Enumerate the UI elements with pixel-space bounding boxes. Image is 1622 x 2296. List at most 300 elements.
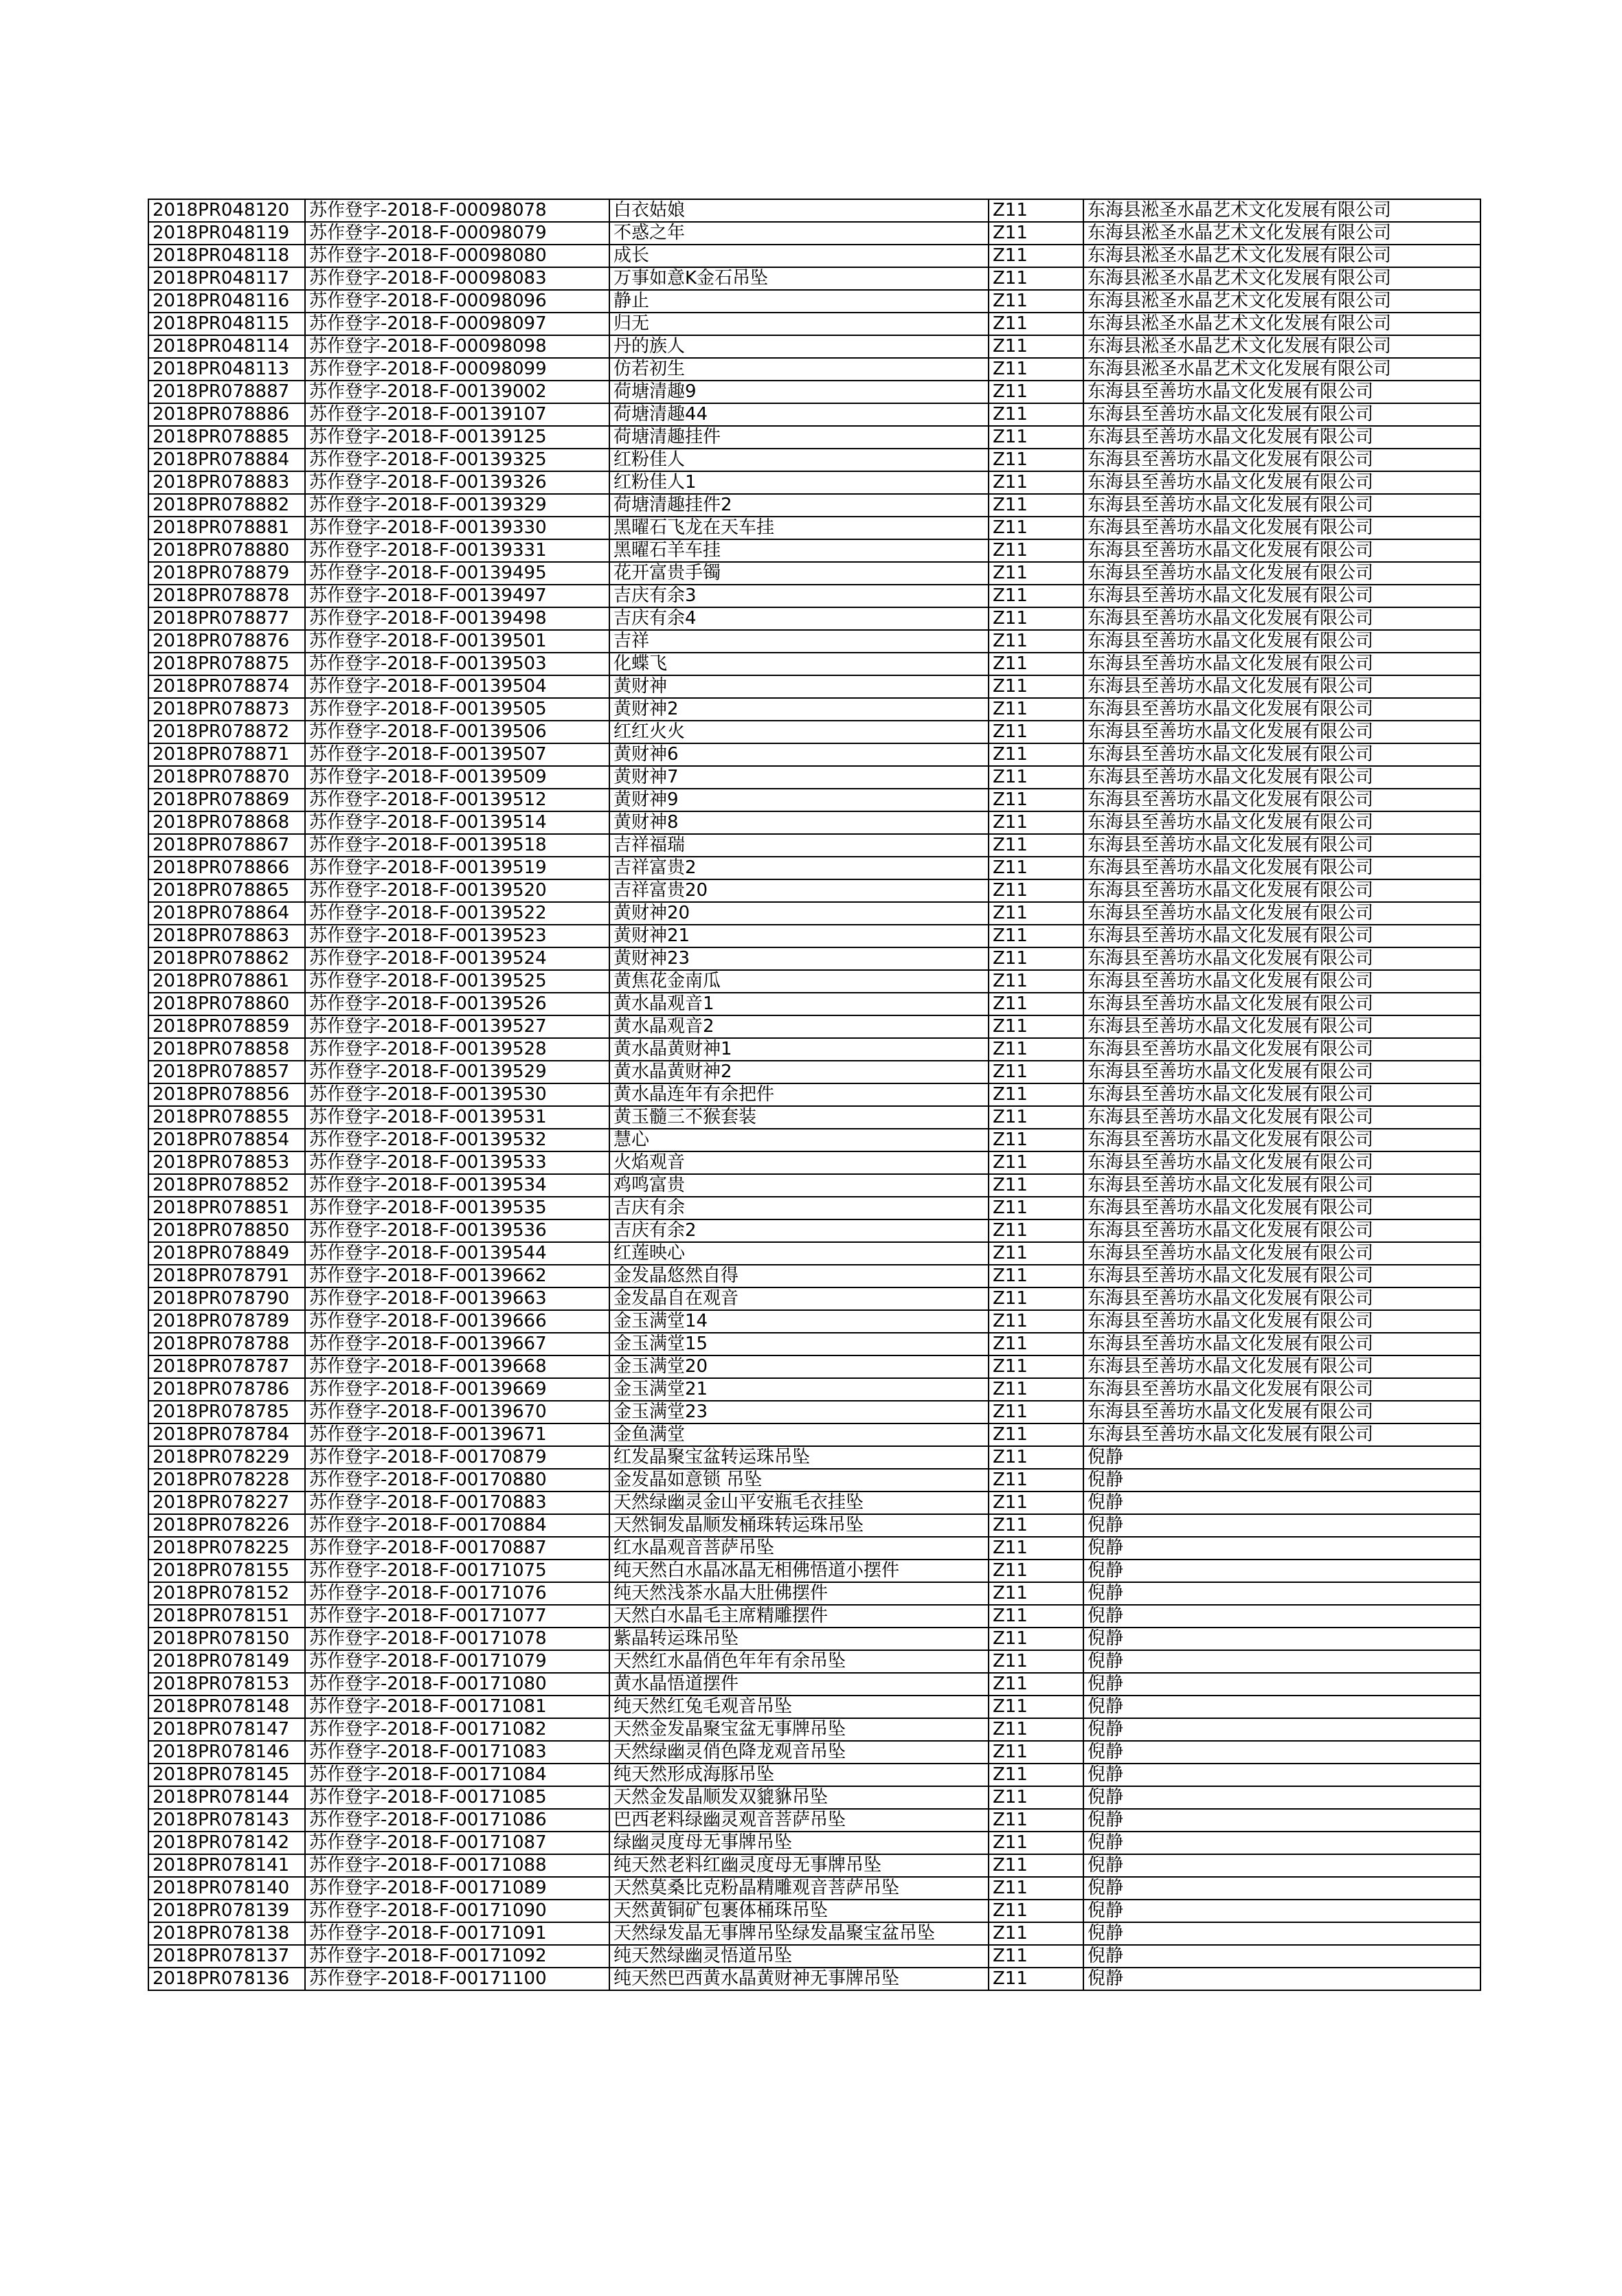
table-row bbox=[148, 1877, 1480, 1900]
record-id-cell: 2018PR078866 bbox=[148, 857, 305, 879]
owner-cell: 倪静 bbox=[1083, 1673, 1480, 1696]
record-id-cell: 2018PR078881 bbox=[148, 517, 305, 539]
category-code-cell: Z11 bbox=[989, 1628, 1083, 1650]
owner-cell: 倪静 bbox=[1083, 1922, 1480, 1945]
category-code-cell: Z11 bbox=[989, 630, 1083, 653]
work-title-cell: 金玉满堂21 bbox=[609, 1378, 989, 1401]
category-code-cell: Z11 bbox=[989, 653, 1083, 675]
registration-number-cell: 苏作登字-2018-F-00171084 bbox=[305, 1764, 609, 1786]
record-id-cell: 2018PR078136 bbox=[148, 1968, 305, 1990]
owner-cell: 东海县至善坊水晶文化发展有限公司 bbox=[1083, 857, 1480, 879]
work-title-cell: 万事如意K金石吊坠 bbox=[609, 267, 989, 290]
registration-number-cell: 苏作登字-2018-F-00171085 bbox=[305, 1786, 609, 1809]
table-row bbox=[148, 199, 1480, 222]
work-title-cell: 黄玉髓三不猴套装 bbox=[609, 1106, 989, 1129]
category-code-cell: Z11 bbox=[989, 1015, 1083, 1038]
record-id-cell: 2018PR078142 bbox=[148, 1832, 305, 1854]
table-row bbox=[148, 789, 1480, 811]
table-row bbox=[148, 562, 1480, 585]
category-code-cell: Z11 bbox=[989, 1922, 1083, 1945]
record-id-cell: 2018PR078860 bbox=[148, 993, 305, 1015]
work-title-cell: 荷塘清趣9 bbox=[609, 381, 989, 403]
registration-number-cell: 苏作登字-2018-F-00139506 bbox=[305, 721, 609, 743]
record-id-cell: 2018PR078853 bbox=[148, 1151, 305, 1174]
category-code-cell: Z11 bbox=[989, 1242, 1083, 1265]
category-code-cell: Z11 bbox=[989, 1355, 1083, 1378]
table-row bbox=[148, 1786, 1480, 1809]
owner-cell: 东海县淞圣水晶艺术文化发展有限公司 bbox=[1083, 245, 1480, 267]
record-id-cell: 2018PR078882 bbox=[148, 494, 305, 517]
work-title-cell: 天然金发晶顺发双貔貅吊坠 bbox=[609, 1786, 989, 1809]
work-title-cell: 纯天然浅茶水晶大肚佛摆件 bbox=[609, 1582, 989, 1605]
owner-cell: 东海县淞圣水晶艺术文化发展有限公司 bbox=[1083, 335, 1480, 358]
work-title-cell: 黄财神21 bbox=[609, 925, 989, 947]
owner-cell: 东海县至善坊水晶文化发展有限公司 bbox=[1083, 1355, 1480, 1378]
registration-number-cell: 苏作登字-2018-F-00139519 bbox=[305, 857, 609, 879]
registration-number-cell: 苏作登字-2018-F-00139667 bbox=[305, 1333, 609, 1355]
category-code-cell: Z11 bbox=[989, 245, 1083, 267]
owner-cell: 东海县至善坊水晶文化发展有限公司 bbox=[1083, 494, 1480, 517]
category-code-cell: Z11 bbox=[989, 1560, 1083, 1582]
registration-number-cell: 苏作登字-2018-F-00139495 bbox=[305, 562, 609, 585]
table-row bbox=[148, 721, 1480, 743]
work-title-cell: 天然绿发晶无事牌吊坠绿发晶聚宝盆吊坠 bbox=[609, 1922, 989, 1945]
owner-cell: 东海县至善坊水晶文化发展有限公司 bbox=[1083, 1083, 1480, 1106]
record-id-cell: 2018PR078871 bbox=[148, 743, 305, 766]
owner-cell: 东海县至善坊水晶文化发展有限公司 bbox=[1083, 721, 1480, 743]
work-title-cell: 吉祥富贵20 bbox=[609, 879, 989, 902]
work-title-cell: 天然红水晶俏色年年有余吊坠 bbox=[609, 1650, 989, 1673]
category-code-cell: Z11 bbox=[989, 426, 1083, 449]
registration-number-cell: 苏作登字-2018-F-00170883 bbox=[305, 1492, 609, 1514]
registration-number-cell: 苏作登字-2018-F-00139002 bbox=[305, 381, 609, 403]
table-row bbox=[148, 267, 1480, 290]
record-id-cell: 2018PR078153 bbox=[148, 1673, 305, 1696]
category-code-cell: Z11 bbox=[989, 1945, 1083, 1968]
record-id-cell: 2018PR078867 bbox=[148, 834, 305, 857]
owner-cell: 东海县至善坊水晶文化发展有限公司 bbox=[1083, 766, 1480, 789]
owner-cell: 倪静 bbox=[1083, 1605, 1480, 1628]
category-code-cell: Z11 bbox=[989, 1582, 1083, 1605]
registration-number-cell: 苏作登字-2018-F-00139331 bbox=[305, 539, 609, 562]
owner-cell: 倪静 bbox=[1083, 1514, 1480, 1537]
table-row bbox=[148, 1106, 1480, 1129]
owner-cell: 倪静 bbox=[1083, 1854, 1480, 1877]
record-id-cell: 2018PR078151 bbox=[148, 1605, 305, 1628]
owner-cell: 倪静 bbox=[1083, 1628, 1480, 1650]
work-title-cell: 天然绿幽灵俏色降龙观音吊坠 bbox=[609, 1741, 989, 1764]
table-row bbox=[148, 1219, 1480, 1242]
owner-cell: 东海县至善坊水晶文化发展有限公司 bbox=[1083, 1423, 1480, 1446]
registration-number-cell: 苏作登字-2018-F-00171087 bbox=[305, 1832, 609, 1854]
table-row bbox=[148, 1968, 1480, 1990]
registration-number-cell: 苏作登字-2018-F-00098079 bbox=[305, 222, 609, 245]
table-row bbox=[148, 947, 1480, 970]
work-title-cell: 黄财神6 bbox=[609, 743, 989, 766]
table-row bbox=[148, 1650, 1480, 1673]
record-id-cell: 2018PR078147 bbox=[148, 1718, 305, 1741]
owner-cell: 东海县至善坊水晶文化发展有限公司 bbox=[1083, 1129, 1480, 1151]
record-id-cell: 2018PR078859 bbox=[148, 1015, 305, 1038]
table-row bbox=[148, 1900, 1480, 1922]
registration-number-cell: 苏作登字-2018-F-00098080 bbox=[305, 245, 609, 267]
owner-cell: 倪静 bbox=[1083, 1696, 1480, 1718]
category-code-cell: Z11 bbox=[989, 1786, 1083, 1809]
table-row bbox=[148, 403, 1480, 426]
category-code-cell: Z11 bbox=[989, 403, 1083, 426]
table-row bbox=[148, 517, 1480, 539]
registration-number-cell: 苏作登字-2018-F-00139498 bbox=[305, 607, 609, 630]
record-id-cell: 2018PR078790 bbox=[148, 1287, 305, 1310]
owner-cell: 东海县至善坊水晶文化发展有限公司 bbox=[1083, 539, 1480, 562]
table-row bbox=[148, 335, 1480, 358]
registration-number-cell: 苏作登字-2018-F-00139497 bbox=[305, 585, 609, 607]
table-row bbox=[148, 857, 1480, 879]
table-row bbox=[148, 834, 1480, 857]
table-row bbox=[148, 925, 1480, 947]
category-code-cell: Z11 bbox=[989, 1832, 1083, 1854]
category-code-cell: Z11 bbox=[989, 789, 1083, 811]
table-row bbox=[148, 1083, 1480, 1106]
registration-table bbox=[148, 199, 1481, 1991]
owner-cell: 东海县至善坊水晶文化发展有限公司 bbox=[1083, 925, 1480, 947]
owner-cell: 倪静 bbox=[1083, 1492, 1480, 1514]
work-title-cell: 吉庆有余3 bbox=[609, 585, 989, 607]
registration-number-cell: 苏作登字-2018-F-00098099 bbox=[305, 358, 609, 381]
category-code-cell: Z11 bbox=[989, 1287, 1083, 1310]
work-title-cell: 天然黄铜矿包裹体桶珠吊坠 bbox=[609, 1900, 989, 1922]
table-row bbox=[148, 1492, 1480, 1514]
category-code-cell: Z11 bbox=[989, 358, 1083, 381]
work-title-cell: 天然绿幽灵金山平安瓶毛衣挂坠 bbox=[609, 1492, 989, 1514]
registration-number-cell: 苏作登字-2018-F-00171100 bbox=[305, 1968, 609, 1990]
category-code-cell: Z11 bbox=[989, 1038, 1083, 1061]
registration-number-cell: 苏作登字-2018-F-00139522 bbox=[305, 902, 609, 925]
category-code-cell: Z11 bbox=[989, 879, 1083, 902]
category-code-cell: Z11 bbox=[989, 925, 1083, 947]
registration-number-cell: 苏作登字-2018-F-00171080 bbox=[305, 1673, 609, 1696]
record-id-cell: 2018PR078883 bbox=[148, 471, 305, 494]
category-code-cell: Z11 bbox=[989, 267, 1083, 290]
registration-number-cell: 苏作登字-2018-F-00171081 bbox=[305, 1696, 609, 1718]
work-title-cell: 吉庆有余 bbox=[609, 1197, 989, 1219]
record-id-cell: 2018PR078870 bbox=[148, 766, 305, 789]
registration-number-cell: 苏作登字-2018-F-00098097 bbox=[305, 313, 609, 335]
registration-number-cell: 苏作登字-2018-F-00139509 bbox=[305, 766, 609, 789]
work-title-cell: 金玉满堂14 bbox=[609, 1310, 989, 1333]
work-title-cell: 黄财神 bbox=[609, 675, 989, 698]
category-code-cell: Z11 bbox=[989, 743, 1083, 766]
owner-cell: 东海县至善坊水晶文化发展有限公司 bbox=[1083, 585, 1480, 607]
table-row bbox=[148, 1605, 1480, 1628]
category-code-cell: Z11 bbox=[989, 1764, 1083, 1786]
owner-cell: 东海县至善坊水晶文化发展有限公司 bbox=[1083, 653, 1480, 675]
registration-number-cell: 苏作登字-2018-F-00139107 bbox=[305, 403, 609, 426]
table-row bbox=[148, 1514, 1480, 1537]
owner-cell: 东海县至善坊水晶文化发展有限公司 bbox=[1083, 947, 1480, 970]
table-row bbox=[148, 1741, 1480, 1764]
registration-number-cell: 苏作登字-2018-F-00139523 bbox=[305, 925, 609, 947]
table-row bbox=[148, 585, 1480, 607]
record-id-cell: 2018PR078849 bbox=[148, 1242, 305, 1265]
owner-cell: 东海县至善坊水晶文化发展有限公司 bbox=[1083, 426, 1480, 449]
record-id-cell: 2018PR078861 bbox=[148, 970, 305, 993]
table-row bbox=[148, 1333, 1480, 1355]
work-title-cell: 吉祥富贵2 bbox=[609, 857, 989, 879]
table-row bbox=[148, 1764, 1480, 1786]
record-id-cell: 2018PR078155 bbox=[148, 1560, 305, 1582]
category-code-cell: Z11 bbox=[989, 766, 1083, 789]
record-id-cell: 2018PR078884 bbox=[148, 449, 305, 471]
category-code-cell: Z11 bbox=[989, 902, 1083, 925]
table-row bbox=[148, 743, 1480, 766]
registration-number-cell: 苏作登字-2018-F-00171077 bbox=[305, 1605, 609, 1628]
table-row bbox=[148, 1265, 1480, 1287]
work-title-cell: 荷塘清趣挂件2 bbox=[609, 494, 989, 517]
record-id-cell: 2018PR048119 bbox=[148, 222, 305, 245]
category-code-cell: Z11 bbox=[989, 721, 1083, 743]
owner-cell: 东海县至善坊水晶文化发展有限公司 bbox=[1083, 1242, 1480, 1265]
record-id-cell: 2018PR078225 bbox=[148, 1537, 305, 1560]
registration-number-cell: 苏作登字-2018-F-00171092 bbox=[305, 1945, 609, 1968]
owner-cell: 倪静 bbox=[1083, 1968, 1480, 1990]
record-id-cell: 2018PR078864 bbox=[148, 902, 305, 925]
record-id-cell: 2018PR078140 bbox=[148, 1877, 305, 1900]
work-title-cell: 纯天然老料红幽灵度母无事牌吊坠 bbox=[609, 1854, 989, 1877]
category-code-cell: Z11 bbox=[989, 675, 1083, 698]
registration-number-cell: 苏作登字-2018-F-00171089 bbox=[305, 1877, 609, 1900]
work-title-cell: 纯天然形成海豚吊坠 bbox=[609, 1764, 989, 1786]
registration-number-cell: 苏作登字-2018-F-00139670 bbox=[305, 1401, 609, 1423]
record-id-cell: 2018PR078880 bbox=[148, 539, 305, 562]
category-code-cell: Z11 bbox=[989, 1514, 1083, 1537]
record-id-cell: 2018PR048114 bbox=[148, 335, 305, 358]
record-id-cell: 2018PR048115 bbox=[148, 313, 305, 335]
work-title-cell: 紫晶转运珠吊坠 bbox=[609, 1628, 989, 1650]
work-title-cell: 成长 bbox=[609, 245, 989, 267]
work-title-cell: 黄水晶悟道摆件 bbox=[609, 1673, 989, 1696]
category-code-cell: Z11 bbox=[989, 1083, 1083, 1106]
category-code-cell: Z11 bbox=[989, 947, 1083, 970]
work-title-cell: 红水晶观音菩萨吊坠 bbox=[609, 1537, 989, 1560]
registration-number-cell: 苏作登字-2018-F-00139526 bbox=[305, 993, 609, 1015]
table-row bbox=[148, 970, 1480, 993]
owner-cell: 东海县至善坊水晶文化发展有限公司 bbox=[1083, 675, 1480, 698]
work-title-cell: 黄水晶连年有余把件 bbox=[609, 1083, 989, 1106]
record-id-cell: 2018PR078858 bbox=[148, 1038, 305, 1061]
registration-number-cell: 苏作登字-2018-F-00139534 bbox=[305, 1174, 609, 1197]
owner-cell: 倪静 bbox=[1083, 1786, 1480, 1809]
work-title-cell: 黄水晶观音2 bbox=[609, 1015, 989, 1038]
table-row bbox=[148, 1174, 1480, 1197]
work-title-cell: 金发晶悠然自得 bbox=[609, 1265, 989, 1287]
work-title-cell: 红红火火 bbox=[609, 721, 989, 743]
work-title-cell: 荷塘清趣44 bbox=[609, 403, 989, 426]
category-code-cell: Z11 bbox=[989, 1605, 1083, 1628]
record-id-cell: 2018PR078789 bbox=[148, 1310, 305, 1333]
category-code-cell: Z11 bbox=[989, 313, 1083, 335]
category-code-cell: Z11 bbox=[989, 834, 1083, 857]
record-id-cell: 2018PR078148 bbox=[148, 1696, 305, 1718]
table-row bbox=[148, 539, 1480, 562]
work-title-cell: 化蝶飞 bbox=[609, 653, 989, 675]
owner-cell: 东海县至善坊水晶文化发展有限公司 bbox=[1083, 449, 1480, 471]
registration-number-cell: 苏作登字-2018-F-00139512 bbox=[305, 789, 609, 811]
owner-cell: 东海县至善坊水晶文化发展有限公司 bbox=[1083, 607, 1480, 630]
work-title-cell: 巴西老料绿幽灵观音菩萨吊坠 bbox=[609, 1809, 989, 1832]
table-row bbox=[148, 1061, 1480, 1083]
registration-number-cell: 苏作登字-2018-F-00171078 bbox=[305, 1628, 609, 1650]
owner-cell: 东海县至善坊水晶文化发展有限公司 bbox=[1083, 471, 1480, 494]
category-code-cell: Z11 bbox=[989, 494, 1083, 517]
work-title-cell: 鸡鸣富贵 bbox=[609, 1174, 989, 1197]
category-code-cell: Z11 bbox=[989, 1129, 1083, 1151]
owner-cell: 东海县淞圣水晶艺术文化发展有限公司 bbox=[1083, 199, 1480, 222]
registration-number-cell: 苏作登字-2018-F-00139669 bbox=[305, 1378, 609, 1401]
registration-number-cell: 苏作登字-2018-F-00139544 bbox=[305, 1242, 609, 1265]
table-row bbox=[148, 1287, 1480, 1310]
work-title-cell: 金玉满堂23 bbox=[609, 1401, 989, 1423]
registration-number-cell: 苏作登字-2018-F-00139501 bbox=[305, 630, 609, 653]
category-code-cell: Z11 bbox=[989, 381, 1083, 403]
category-code-cell: Z11 bbox=[989, 1900, 1083, 1922]
registration-number-cell: 苏作登字-2018-F-00171082 bbox=[305, 1718, 609, 1741]
work-title-cell: 吉庆有余2 bbox=[609, 1219, 989, 1242]
registration-number-cell: 苏作登字-2018-F-00170887 bbox=[305, 1537, 609, 1560]
category-code-cell: Z11 bbox=[989, 1469, 1083, 1492]
record-id-cell: 2018PR078791 bbox=[148, 1265, 305, 1287]
record-id-cell: 2018PR078229 bbox=[148, 1446, 305, 1469]
record-id-cell: 2018PR078228 bbox=[148, 1469, 305, 1492]
record-id-cell: 2018PR078145 bbox=[148, 1764, 305, 1786]
category-code-cell: Z11 bbox=[989, 1673, 1083, 1696]
table-row bbox=[148, 1151, 1480, 1174]
owner-cell: 东海县淞圣水晶艺术文化发展有限公司 bbox=[1083, 222, 1480, 245]
work-title-cell: 不惑之年 bbox=[609, 222, 989, 245]
registration-number-cell: 苏作登字-2018-F-00139530 bbox=[305, 1083, 609, 1106]
registration-number-cell: 苏作登字-2018-F-00139507 bbox=[305, 743, 609, 766]
owner-cell: 东海县淞圣水晶艺术文化发展有限公司 bbox=[1083, 267, 1480, 290]
work-title-cell: 黑曜石飞龙在天车挂 bbox=[609, 517, 989, 539]
registration-number-cell: 苏作登字-2018-F-00171079 bbox=[305, 1650, 609, 1673]
table-row bbox=[148, 1355, 1480, 1378]
table-row bbox=[148, 1129, 1480, 1151]
registration-number-cell: 苏作登字-2018-F-00171086 bbox=[305, 1809, 609, 1832]
record-id-cell: 2018PR078788 bbox=[148, 1333, 305, 1355]
category-code-cell: Z11 bbox=[989, 562, 1083, 585]
table-row bbox=[148, 1469, 1480, 1492]
category-code-cell: Z11 bbox=[989, 1741, 1083, 1764]
owner-cell: 倪静 bbox=[1083, 1900, 1480, 1922]
record-id-cell: 2018PR048113 bbox=[148, 358, 305, 381]
work-title-cell: 红发晶聚宝盆转运珠吊坠 bbox=[609, 1446, 989, 1469]
table-row bbox=[148, 1809, 1480, 1832]
category-code-cell: Z11 bbox=[989, 1333, 1083, 1355]
table-row bbox=[148, 1310, 1480, 1333]
table-row bbox=[148, 1922, 1480, 1945]
table-row bbox=[148, 1854, 1480, 1877]
registration-number-cell: 苏作登字-2018-F-00171090 bbox=[305, 1900, 609, 1922]
record-id-cell: 2018PR078855 bbox=[148, 1106, 305, 1129]
work-title-cell: 静止 bbox=[609, 290, 989, 313]
table-row bbox=[148, 245, 1480, 267]
owner-cell: 东海县至善坊水晶文化发展有限公司 bbox=[1083, 811, 1480, 834]
record-id-cell: 2018PR078141 bbox=[148, 1854, 305, 1877]
record-id-cell: 2018PR078878 bbox=[148, 585, 305, 607]
registration-number-cell: 苏作登字-2018-F-00139525 bbox=[305, 970, 609, 993]
registration-number-cell: 苏作登字-2018-F-00139531 bbox=[305, 1106, 609, 1129]
record-id-cell: 2018PR048120 bbox=[148, 199, 305, 222]
table-row bbox=[148, 1560, 1480, 1582]
category-code-cell: Z11 bbox=[989, 1854, 1083, 1877]
category-code-cell: Z11 bbox=[989, 585, 1083, 607]
registration-number-cell: 苏作登字-2018-F-00171088 bbox=[305, 1854, 609, 1877]
record-id-cell: 2018PR078887 bbox=[148, 381, 305, 403]
owner-cell: 东海县至善坊水晶文化发展有限公司 bbox=[1083, 1015, 1480, 1038]
owner-cell: 倪静 bbox=[1083, 1877, 1480, 1900]
registration-number-cell: 苏作登字-2018-F-00139666 bbox=[305, 1310, 609, 1333]
work-title-cell: 黄水晶黄财神1 bbox=[609, 1038, 989, 1061]
record-id-cell: 2018PR078149 bbox=[148, 1650, 305, 1673]
record-id-cell: 2018PR078146 bbox=[148, 1741, 305, 1764]
work-title-cell: 黄水晶黄财神2 bbox=[609, 1061, 989, 1083]
registration-number-cell: 苏作登字-2018-F-00139529 bbox=[305, 1061, 609, 1083]
work-title-cell: 仿若初生 bbox=[609, 358, 989, 381]
owner-cell: 倪静 bbox=[1083, 1537, 1480, 1560]
table-body bbox=[148, 199, 1480, 1990]
owner-cell: 东海县至善坊水晶文化发展有限公司 bbox=[1083, 1310, 1480, 1333]
owner-cell: 东海县至善坊水晶文化发展有限公司 bbox=[1083, 381, 1480, 403]
table-row bbox=[148, 1696, 1480, 1718]
table-row bbox=[148, 993, 1480, 1015]
record-id-cell: 2018PR078885 bbox=[148, 426, 305, 449]
table-row bbox=[148, 902, 1480, 925]
registration-number-cell: 苏作登字-2018-F-00139505 bbox=[305, 698, 609, 721]
work-title-cell: 丹的族人 bbox=[609, 335, 989, 358]
owner-cell: 倪静 bbox=[1083, 1650, 1480, 1673]
table-row bbox=[148, 1015, 1480, 1038]
owner-cell: 东海县至善坊水晶文化发展有限公司 bbox=[1083, 1287, 1480, 1310]
work-title-cell: 金发晶自在观音 bbox=[609, 1287, 989, 1310]
work-title-cell: 金玉满堂20 bbox=[609, 1355, 989, 1378]
table-row bbox=[148, 381, 1480, 403]
table-row bbox=[148, 1832, 1480, 1854]
category-code-cell: Z11 bbox=[989, 335, 1083, 358]
work-title-cell: 纯天然巴西黄水晶黄财神无事牌吊坠 bbox=[609, 1968, 989, 1990]
table-row bbox=[148, 1718, 1480, 1741]
table-row bbox=[148, 653, 1480, 675]
work-title-cell: 金发晶如意锁 吊坠 bbox=[609, 1469, 989, 1492]
work-title-cell: 吉祥 bbox=[609, 630, 989, 653]
owner-cell: 东海县至善坊水晶文化发展有限公司 bbox=[1083, 993, 1480, 1015]
work-title-cell: 荷塘清趣挂件 bbox=[609, 426, 989, 449]
table-row bbox=[148, 698, 1480, 721]
table-row bbox=[148, 222, 1480, 245]
category-code-cell: Z11 bbox=[989, 1650, 1083, 1673]
work-title-cell: 黄水晶观音1 bbox=[609, 993, 989, 1015]
registration-number-cell: 苏作登字-2018-F-00098078 bbox=[305, 199, 609, 222]
record-id-cell: 2018PR078865 bbox=[148, 879, 305, 902]
category-code-cell: Z11 bbox=[989, 1401, 1083, 1423]
registration-number-cell: 苏作登字-2018-F-00098096 bbox=[305, 290, 609, 313]
record-id-cell: 2018PR078139 bbox=[148, 1900, 305, 1922]
record-id-cell: 2018PR078850 bbox=[148, 1219, 305, 1242]
table-row bbox=[148, 630, 1480, 653]
category-code-cell: Z11 bbox=[989, 1061, 1083, 1083]
work-title-cell: 纯天然白水晶冰晶无相佛悟道小摆件 bbox=[609, 1560, 989, 1582]
registration-number-cell: 苏作登字-2018-F-00139536 bbox=[305, 1219, 609, 1242]
owner-cell: 东海县至善坊水晶文化发展有限公司 bbox=[1083, 970, 1480, 993]
